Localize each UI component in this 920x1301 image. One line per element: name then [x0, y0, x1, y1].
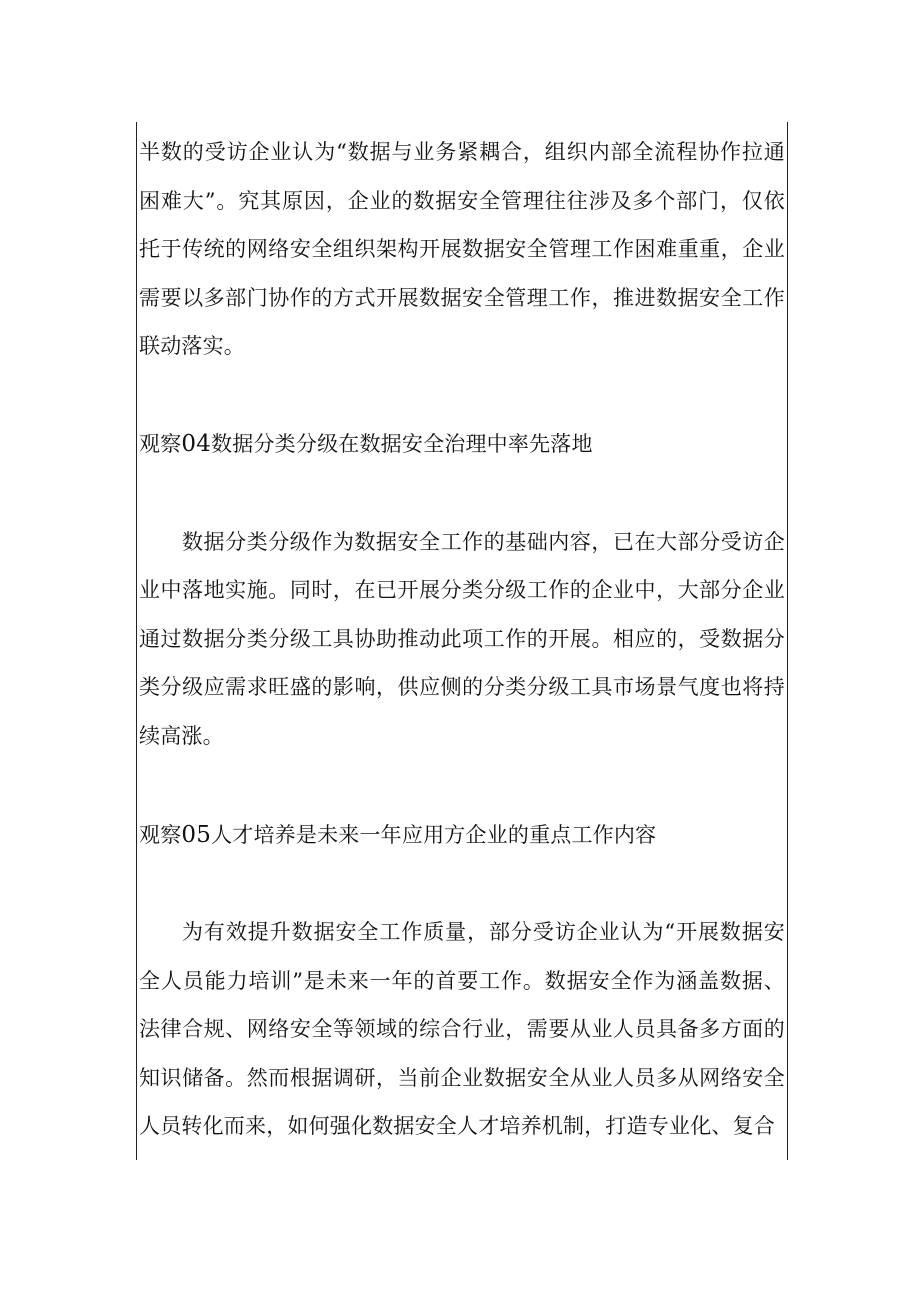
heading-title: 数据分类分级在数据安全治理中率先落地	[211, 431, 593, 456]
heading-number: 05	[181, 822, 212, 848]
spacer	[139, 859, 785, 908]
paragraph-cross-department: 半数的受访企业认为“数据与业务紧耦合，组织内部全流程协作拉通困难大”。究其原因，企业的数据安全管理往往涉及多个部门，仅依托于传统的网络安全组织架构开展数据安全管理工作困难重重，企业需要以多部门协作的方式开展数据安全管理工作，推进数据安全工作联动落实。	[139, 140, 785, 358]
right-border-line	[787, 122, 788, 1160]
document-body	[139, 128, 785, 1151]
heading-title: 人才培养是未来一年应用方企业的重点工作内容	[211, 823, 657, 847]
heading-prefix: 观察	[139, 823, 182, 847]
heading-number: 04	[181, 430, 212, 457]
section-heading-04	[139, 420, 785, 468]
spacer	[139, 371, 785, 420]
heading-prefix: 观察	[139, 431, 182, 456]
left-border-line	[136, 122, 137, 1160]
spacer	[139, 760, 785, 811]
paragraph-talent-training: 为有效提升数据安全工作质量，部分受访企业认为“开展数据安全人员能力培训”是未来一年的首要工作。数据安全作为涵盖数据、法律合规、网络安全等领域的综合行业，需要从业人员具备多方面的知识储备。然而根据调研，当前企业数据安全从业人员多从网络安全人员转化而来，如何强化数据安全人才培养机制，打造专业化、复合	[139, 920, 785, 1138]
spacer	[139, 468, 785, 518]
paragraph-classification: 数据分类分级作为数据安全工作的基础内容，已在大部分受访企业中落地实施。同时，在已开展分类分级工作的企业中，大部分企业通过数据分类分级工具协助推动此项工作的开展。相应的，受数据分类分级应需求旺盛的影响，供应侧的分类分级工具市场景气度也将持续高涨。	[139, 529, 785, 748]
section-heading-05	[139, 811, 785, 859]
